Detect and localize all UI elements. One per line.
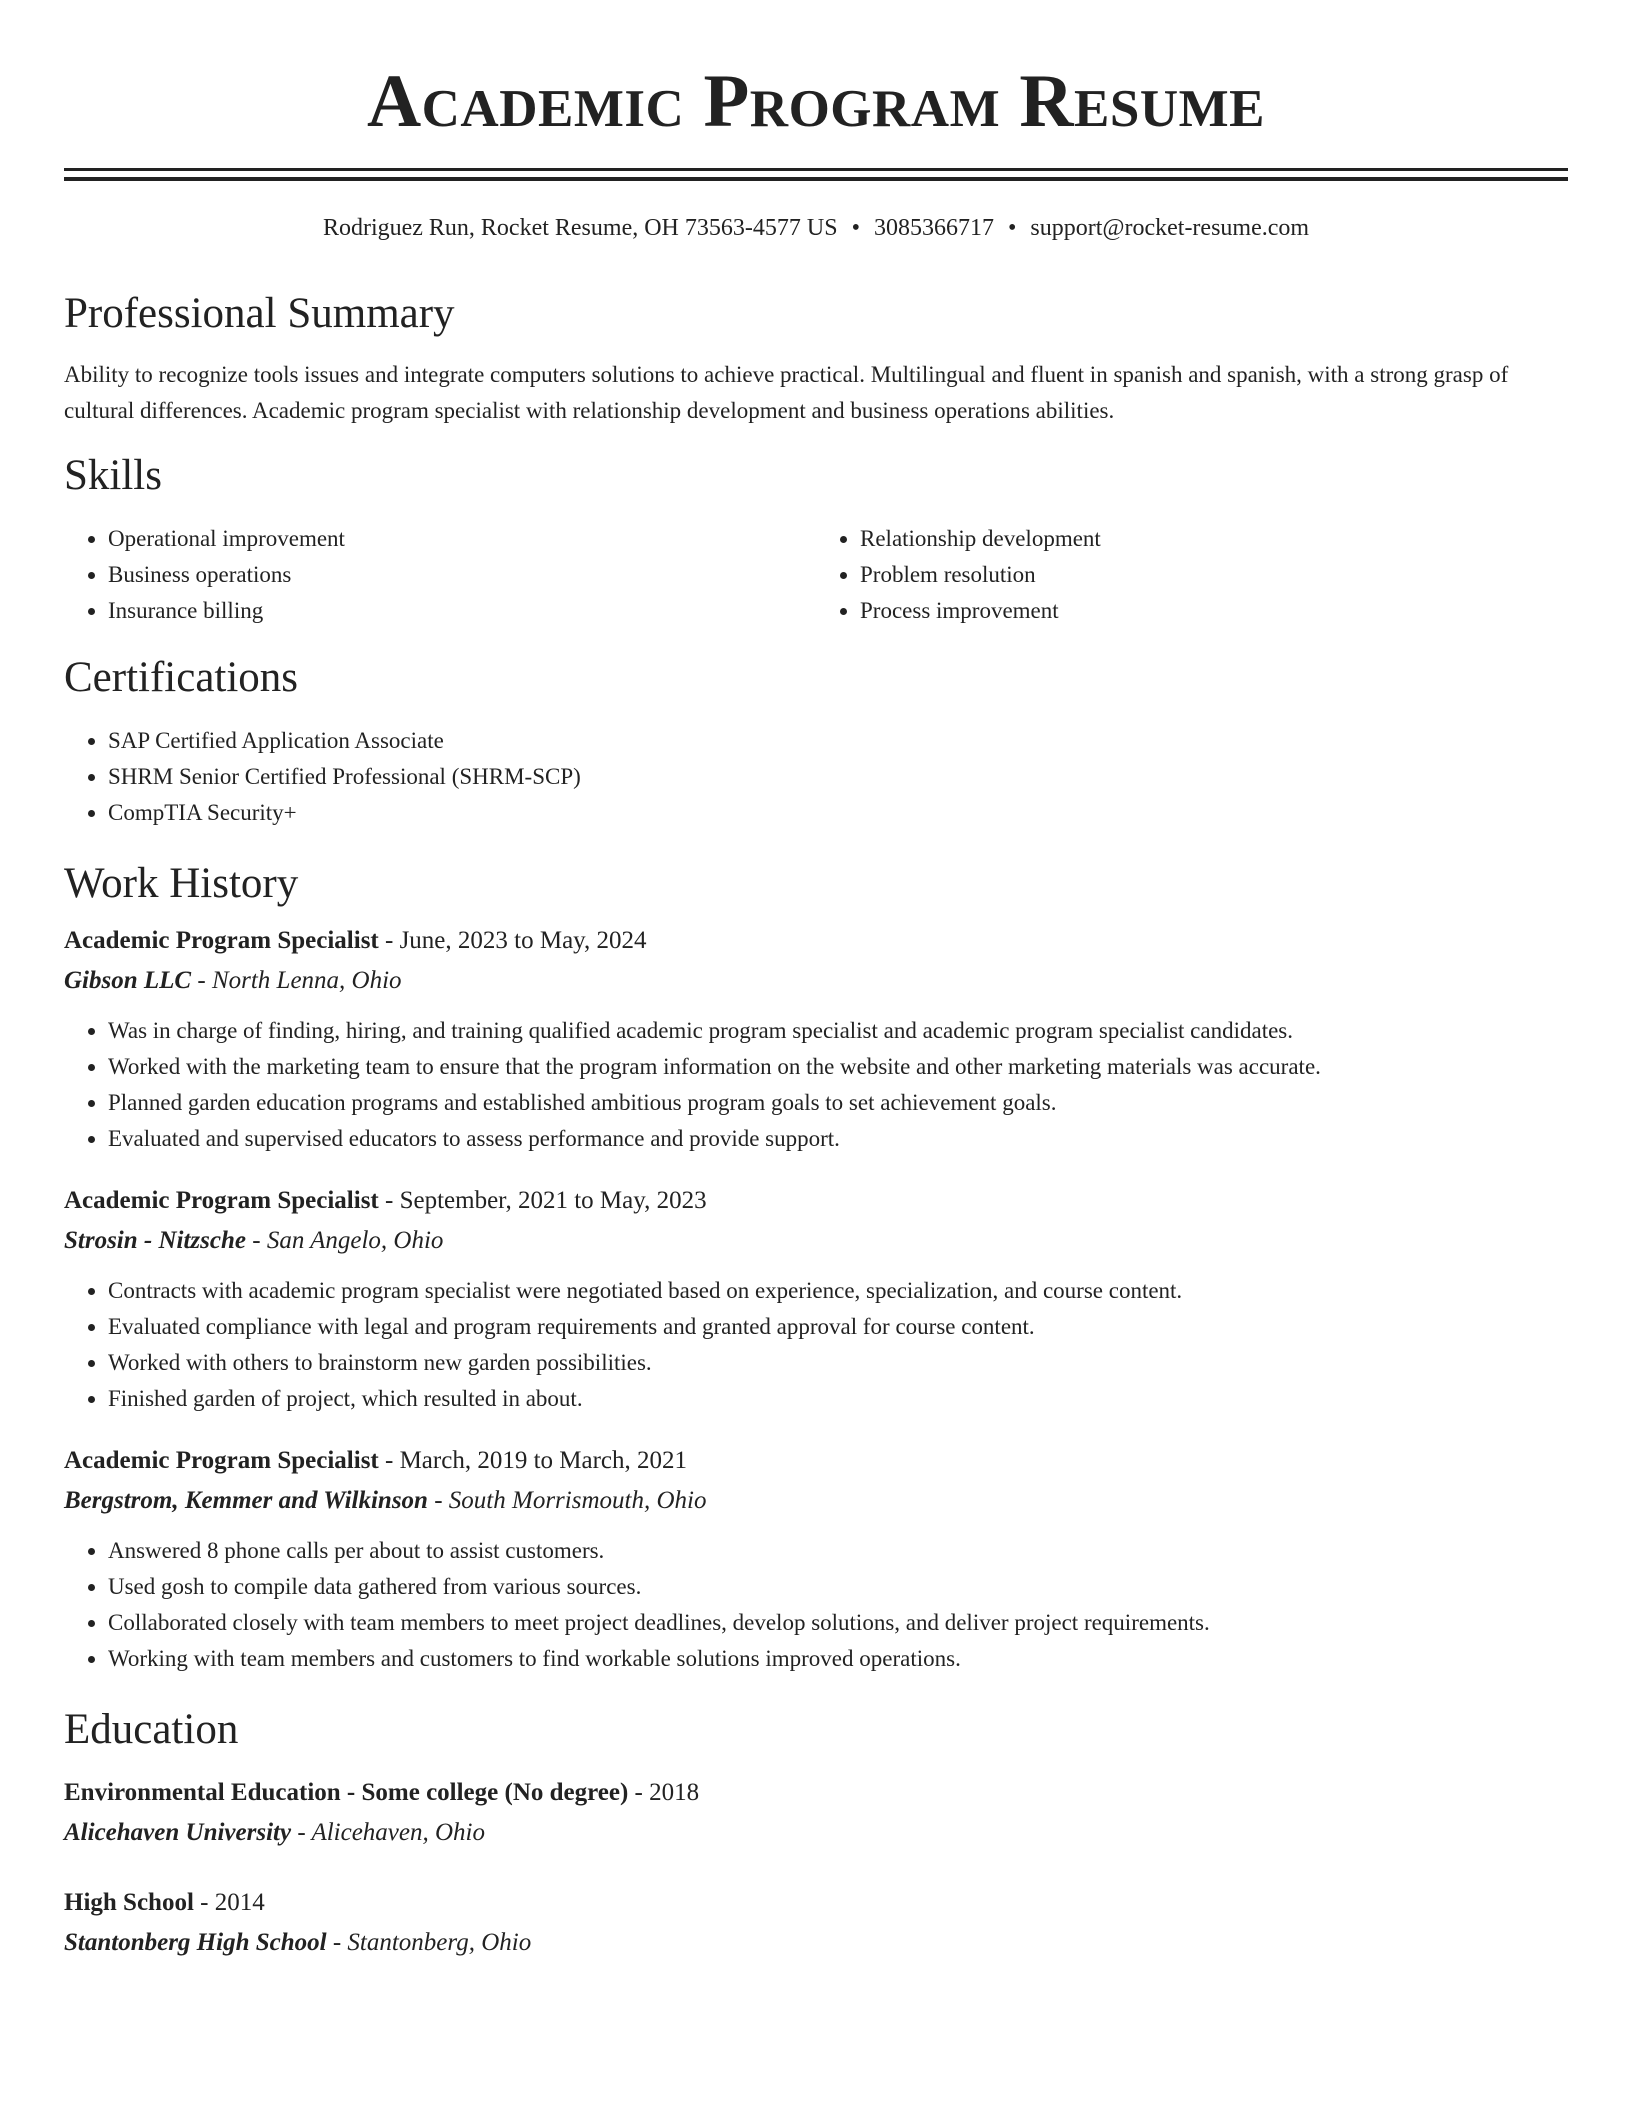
- dash: -: [191, 967, 212, 994]
- education-school-line: [64, 1813, 1568, 1853]
- job-header: [64, 1441, 1568, 1481]
- resume-title: Academic Program Resume: [366, 60, 1265, 143]
- job-employer: [64, 1221, 1568, 1261]
- job-header: [64, 921, 1568, 961]
- job-bullet: • Working with team members and customers to find workable solutions improved operations.: [108, 1641, 1568, 1677]
- contact-line: [64, 213, 1568, 243]
- job-employer: [64, 1481, 1568, 1521]
- dash: -: [245, 1227, 267, 1254]
- work-history-heading: Work History: [64, 860, 299, 907]
- job-bullet: • Used gosh to compile data gathered from various sources.: [108, 1569, 1568, 1605]
- education-school-line: [64, 1923, 1568, 1963]
- job-dates: June, 2023 to May, 2024: [399, 927, 647, 954]
- job-company: Bergstrom, Kemmer and Wilkinson: [64, 1487, 428, 1514]
- skills-heading: Skills: [64, 452, 162, 499]
- education-entry: [64, 1773, 1568, 1853]
- summary-heading: Professional Summary: [64, 290, 455, 337]
- dash: -: [378, 1447, 400, 1474]
- education-location: Alicehaven, Ohio: [311, 1819, 485, 1846]
- dash: -: [291, 1819, 312, 1846]
- job-entry: [64, 921, 1568, 1157]
- education-year: 2014: [214, 1889, 265, 1916]
- job-company: Gibson LLC: [64, 967, 192, 994]
- education-school: Stantonberg High School: [64, 1929, 327, 1956]
- summary-text: Ability to recognize tools issues and integrate computers solutions to achieve practical. Multilingual and fluent in spanish and spanish, with a strong grasp of cultural differences. Academic program specialist with relationship development and business operations abilities.: [64, 362, 1509, 423]
- education-header: [64, 1773, 1568, 1813]
- job-bullet: • Finished garden of project, which resulted in about.: [108, 1381, 1568, 1417]
- job-dates: September, 2021 to May, 2023: [399, 1187, 707, 1214]
- education-entry: [64, 1883, 1568, 1963]
- dash: -: [326, 1929, 348, 1956]
- education-degree: High School: [64, 1889, 194, 1916]
- job-bullet: • Worked with the marketing team to ensure that the program information on the website and other marketing materials was accurate.: [108, 1049, 1568, 1085]
- job-bullet: • Collaborated closely with team members to meet project deadlines, develop solutions, and deliver project requirements.: [108, 1605, 1568, 1641]
- job-title: Academic Program Specialist: [64, 1187, 379, 1214]
- skills-list-right: [816, 521, 1568, 629]
- job-location: San Angelo, Ohio: [266, 1227, 444, 1254]
- job-bullet: • Evaluated and supervised educators to assess performance and provide support.: [108, 1121, 1568, 1157]
- dash: -: [378, 1187, 400, 1214]
- education-location: Stantonberg, Ohio: [347, 1929, 532, 1956]
- job-title: Academic Program Specialist: [64, 927, 379, 954]
- skill-item: • Operational improvement: [108, 521, 816, 557]
- skill-item: • Relationship development: [860, 521, 1568, 557]
- education-year: 2018: [649, 1779, 700, 1806]
- job-entry: [64, 1181, 1568, 1417]
- job-bullets: [64, 1273, 1568, 1417]
- certifications-heading: Certifications: [64, 654, 299, 701]
- dash: -: [378, 927, 400, 954]
- job-bullet: • Worked with others to brainstorm new garden possibilities.: [108, 1345, 1568, 1381]
- job-title: Academic Program Specialist: [64, 1447, 379, 1474]
- skills-columns: [64, 521, 1568, 629]
- job-bullet: • Answered 8 phone calls per about to assist customers.: [108, 1533, 1568, 1569]
- contact-separator: •: [1007, 215, 1017, 241]
- dash: -: [628, 1779, 650, 1806]
- skill-item: • Business operations: [108, 557, 816, 593]
- certifications-list: [64, 723, 1568, 831]
- contact-phone: 3085366717: [873, 215, 994, 241]
- job-bullet: • Planned garden education programs and established ambitious program goals to set achievement goals.: [108, 1085, 1568, 1121]
- title-rule-top: [64, 168, 1568, 171]
- certification-item: • CompTIA Security+: [108, 795, 1568, 831]
- dash: -: [193, 1889, 215, 1916]
- dash: -: [427, 1487, 449, 1514]
- job-entry: [64, 1441, 1568, 1677]
- job-location: North Lenna, Ohio: [211, 967, 402, 994]
- skill-item: • Process improvement: [860, 593, 1568, 629]
- skills-list-left: [64, 521, 816, 629]
- title-rule-bottom: [64, 177, 1568, 181]
- certification-item: • SHRM Senior Certified Professional (SHRM-SCP): [108, 759, 1568, 795]
- education-heading: Education: [64, 1706, 239, 1753]
- education-header: [64, 1883, 1568, 1923]
- job-bullets: [64, 1533, 1568, 1677]
- skill-item: • Insurance billing: [108, 593, 816, 629]
- job-header: [64, 1181, 1568, 1221]
- education-school: Alicehaven University: [64, 1819, 292, 1846]
- job-bullet: • Evaluated compliance with legal and program requirements and granted approval for course content.: [108, 1309, 1568, 1345]
- job-bullet: • Contracts with academic program specialist were negotiated based on experience, specialization, and course content.: [108, 1273, 1568, 1309]
- contact-address: Rodriguez Run, Rocket Resume, OH 73563-4577 US: [322, 215, 838, 241]
- certification-item: • SAP Certified Application Associate: [108, 723, 1568, 759]
- contact-email: support@rocket-resume.com: [1030, 215, 1310, 241]
- education-degree: Environmental Education - Some college (No degree): [64, 1779, 629, 1806]
- job-employer: [64, 961, 1568, 1001]
- job-company: Strosin - Nitzsche: [64, 1227, 246, 1254]
- contact-separator: •: [851, 215, 860, 241]
- job-location: South Morrismouth, Ohio: [448, 1487, 707, 1514]
- job-dates: March, 2019 to March, 2021: [399, 1447, 688, 1474]
- skill-item: • Problem resolution: [860, 557, 1568, 593]
- job-bullet: • Was in charge of finding, hiring, and training qualified academic program specialist and academic program specialist candidates.: [108, 1013, 1568, 1049]
- job-bullets: [64, 1013, 1568, 1157]
